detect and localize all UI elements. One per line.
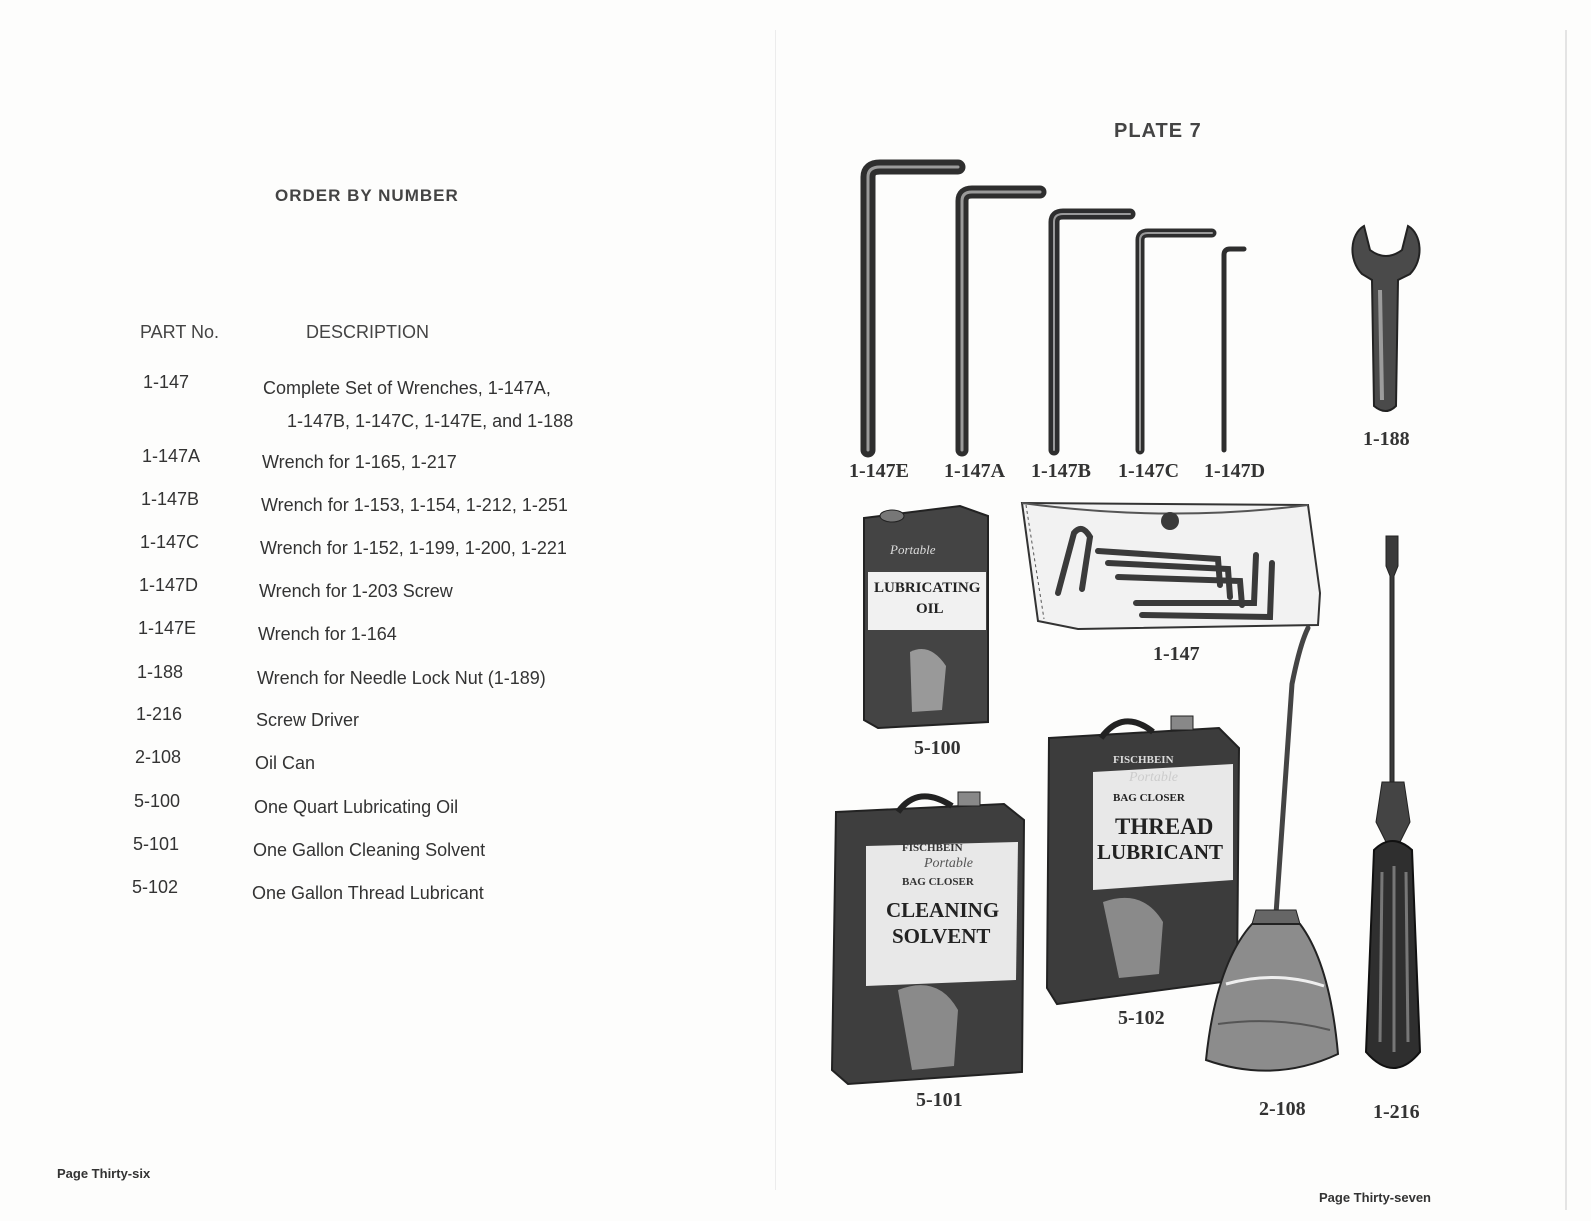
part-description: Screw Driver [256,710,360,730]
cleaning-solvent-can [828,790,1030,1090]
label-1-147a: 1-147A [944,460,1006,482]
part-description [263,372,723,438]
page-gutter [775,30,776,1190]
part-number: 5-100 [134,791,181,811]
can-label-line1: THREAD [1115,814,1214,839]
part-description: Wrench for Needle Lock Nut (1-189) [257,668,546,688]
screwdriver-icon [1358,532,1428,1090]
part-number: 1-147B [141,489,200,509]
part-number: 1-147C [140,532,200,552]
wrench-1-147d-icon [1224,249,1244,450]
part-no-header: PART No. [140,322,220,342]
part-number: 5-102 [132,877,179,897]
left-page [0,0,775,1221]
can-brand: Portable [1129,770,1178,785]
hex-wrenches-illustration [850,155,1270,460]
label-1-147b: 1-147B [1031,460,1091,482]
lubricating-oil-can [860,502,990,730]
page-footer-left: Page Thirty-six [57,1166,151,1181]
label-5-102: 5-102 [1118,1007,1165,1029]
part-number: 1-147D [139,575,199,595]
part-description: One Gallon Cleaning Solvent [253,840,486,860]
can-label-line1: CLEANING [886,898,1000,922]
page-edge [1565,30,1567,1210]
part-description: Wrench for 1-203 Screw [259,581,453,601]
can-label-line2: SOLVENT [892,924,991,948]
label-1-216: 1-216 [1373,1101,1420,1123]
part-description: One Quart Lubricating Oil [254,797,459,817]
can-brand: Portable [890,542,936,557]
can-top-brand: FISCHBEIN [1113,754,1174,766]
label-1-147e: 1-147E [849,460,909,482]
part-number: 1-147A [142,446,201,466]
plate-title: PLATE 7 [1114,120,1202,142]
can-sub: BAG CLOSER [902,876,974,888]
part-description: Wrench for 1-152, 1-199, 1-200, 1-221 [260,538,567,558]
description-header: DESCRIPTION [306,322,430,342]
can-top-brand: FISCHBEIN [902,842,963,854]
part-number: 1-147E [138,618,197,638]
part-description: Oil Can [255,753,316,773]
part-description: Wrench for 1-153, 1-154, 1-212, 1-251 [261,495,568,515]
can-label-line2: LUBRICANT [1097,840,1224,864]
label-1-188: 1-188 [1363,428,1410,450]
part-number: 5-101 [133,834,180,854]
wrench-1-188-icon [1348,220,1426,418]
wrench-1-147b-icon [1054,214,1130,450]
order-title: ORDER BY NUMBER [275,186,459,205]
can-brand: Portable [924,856,973,871]
label-1-147d: 1-147D [1204,460,1266,482]
label-5-101: 5-101 [916,1089,963,1111]
label-5-100: 5-100 [914,737,961,759]
oil-can-icon [1196,624,1346,1086]
wrench-1-147e-icon [868,167,958,450]
wrench-1-147c-icon [1140,233,1212,450]
label-2-108: 2-108 [1259,1098,1306,1120]
can-sub: BAG CLOSER [1113,792,1185,804]
part-description: Wrench for 1-165, 1-217 [262,452,457,472]
part-description: One Gallon Thread Lubricant [252,883,484,903]
label-1-147c: 1-147C [1118,460,1180,482]
part-description-line2: 1-147B, 1-147C, 1-147E, and 1-188 [287,411,574,431]
part-number: 1-147 [143,372,190,392]
can-label-line1: LUBRICATING [874,580,981,596]
label-1-147: 1-147 [1153,643,1200,665]
wrench-1-147a-icon [962,192,1040,450]
part-number: 1-188 [137,662,184,682]
can-label-line2: OIL [916,601,944,617]
part-description-line1: Complete Set of Wrenches, 1-147A, [263,378,551,398]
part-number: 1-216 [136,704,183,724]
page-footer-right: Page Thirty-seven [1319,1190,1431,1205]
wrench-kit-pouch-icon [1018,493,1323,643]
part-number: 2-108 [135,747,182,767]
part-description: Wrench for 1-164 [258,624,397,644]
